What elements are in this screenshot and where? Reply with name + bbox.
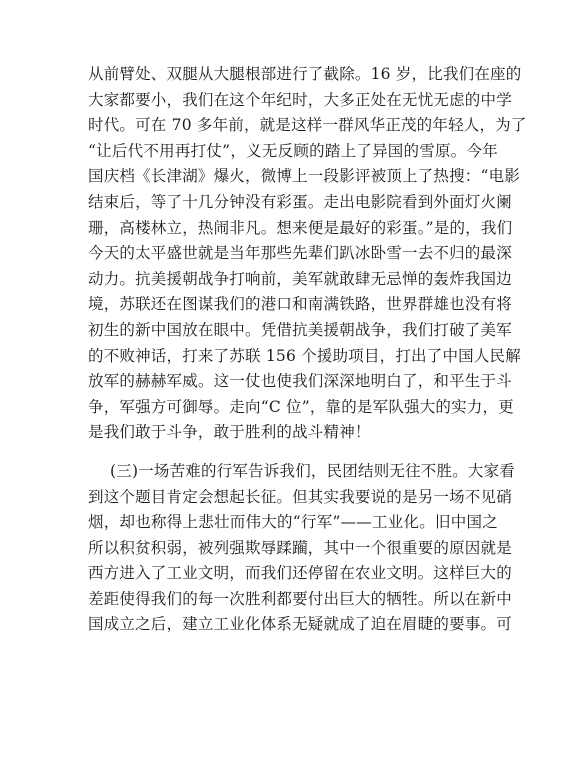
text-line: 争，军强方可御辱。走向“C 位”，靠的是军队强大的实力，更: [88, 397, 514, 416]
text-line: 境，苏联还在图谋我们的港口和南满铁路，世界群雄也没有将: [88, 295, 512, 314]
paragraph-1: [88, 62, 527, 446]
text-line: 是我们敢于斗争，敢于胜利的战斗精神！: [88, 423, 371, 442]
text-line: 西方进入了工业文明，而我们还停留在农业文明。这样巨大的: [88, 564, 512, 583]
text-line: 烟，却也称得上悲壮而伟大的“行军”——工业化。旧中国之: [88, 513, 498, 532]
text-line: 的不败神话，打来了苏联 156 个援助项目，打出了中国人民解: [88, 346, 521, 365]
text-line: 从前臂处、双腿从大腿根部进行了截除。16 岁，比我们在座的: [88, 65, 522, 83]
text-line: 放军的赫赫军威。这一仗也使我们深深地明白了，和平生于斗: [88, 372, 512, 391]
paragraph-2: [88, 459, 515, 638]
body-text: [88, 62, 527, 638]
text-line: 国庆档《长津湖》爆火，微博上一段影评被顶上了热搜：“电影: [88, 167, 521, 186]
text-line: 珊，高楼林立，热闹非凡。想来便是最好的彩蛋。”是的，我们: [88, 218, 513, 237]
text-line: 大家都要小，我们在这个年纪时，大多正处在无忧无虑的中学: [88, 90, 512, 109]
paragraph-spacer: [88, 446, 498, 459]
text-line: “让后代不用再打仗”，义无反顾的踏上了异国的雪原。今年: [88, 141, 498, 160]
text-line: 所以积贫积弱，被列强欺辱蹂躏，其中一个很重要的原因就是: [88, 538, 512, 557]
text-line: 结束后，等了十几分钟没有彩蛋。走出电影院看到外面灯火阑: [88, 192, 512, 211]
text-line: 国成立之后，建立工业化体系无疑就成了迫在眉睫的要事。可: [88, 615, 512, 634]
text-line: 动力。抗美援朝战争打响前，美军就敢肆无忌惮的轰炸我国边: [88, 269, 512, 288]
text-line: 初生的新中国放在眼中。凭借抗美援朝战争，我们打破了美军: [88, 320, 512, 339]
text-line: (三)一场苦难的行军告诉我们，民团结则无往不胜。大家看: [110, 461, 515, 480]
text-line: 时代。可在 70 多年前，就是这样一群风华正茂的年轻人，为了: [88, 116, 527, 135]
text-line: 差距使得我们的每一次胜利都要付出巨大的牺牲。所以在新中: [88, 589, 512, 608]
text-line: 到这个题目肯定会想起长征。但其实我要说的是另一场不见硝: [88, 487, 512, 506]
text-line: 今天的太平盛世就是当年那些先辈们趴冰卧雪一去不归的最深: [88, 244, 512, 263]
